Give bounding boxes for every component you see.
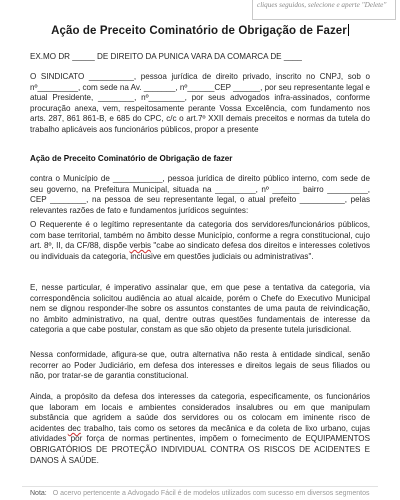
editing-hint-box bbox=[252, 0, 396, 20]
text-cursor bbox=[348, 24, 349, 36]
paragraph-plaintiff[interactable]: O SINDICATO __________, pessoa jurídica de direito privado, inscrito no CNPJ, sob o nº_________, com sede na Av. _______, nº______CEP ______, por seu representante legal e atual Presidente, ________, nº________, por seus advogados infra-assinados, conforme procuração anexa, vem, respeitosamente perante Vossa Excelência, com fundamento nos arts. 287, 861 861-B, e 685 do CPC, c/c o art.7º XXII demais preceitos e normas da tutela do trabalho aplicáveis aos funcionários públicos, propor a presente bbox=[30, 72, 370, 134]
paragraph-legitimacy[interactable]: O Requerente é o legítimo representante da categoria dos servidores/funcionários públicos, com base territorial, também no âmbito desse Município, conforme a regra constitucional, cujo art. 8º, II, da CF/88, dispõe verbis "cabe ao sindicato defesa dos direitos e interesses coletivos ou individuais da categoria, inclusive em questões judiciais ou administrativas". bbox=[30, 220, 371, 261]
paragraph-context[interactable]: E, nesse particular, é imperativo assinalar que, em que pese a tentativa da categoria, via correspondência solicitou audiência ao atual alcaide, porém o Chefe do Executivo Municipal nem se dignou responder-lhe sobre os assuntos constantes de uma pauta de reivindicação, no âmbito administrativo, na qual, dentre outras questões fundamentais de interesse da categoria a que cabe postular, constam as que são objeto da presente tutela jurisdicional. bbox=[30, 283, 370, 335]
paragraph-judiciary[interactable]: Nessa conformidade, afigura-se que, outra alternativa não resta à entidade sindical, senão recorrer ao Poder Judiciário, em defesa dos interesses e direitos legais de seus filiados ou não, por tratar-se de garantia constitucional. bbox=[30, 350, 370, 381]
note-label: Nota: bbox=[30, 490, 47, 497]
spellcheck-word-dec: dec bbox=[67, 423, 81, 433]
document-subtitle[interactable]: Ação de Preceito Cominatório de Obrigação de fazer bbox=[30, 154, 233, 163]
footer-note bbox=[30, 489, 390, 500]
addressee-line[interactable]: EX.MO DR _____ DE DIREITO DA PUNICA VARA DA COMARCA DE ____ bbox=[30, 52, 302, 61]
footer-divider bbox=[22, 486, 378, 487]
spellcheck-word-verbis: verbis bbox=[129, 241, 152, 251]
editing-hint-text: cliques seguidos, selecione e aperte "Delete" bbox=[257, 1, 387, 9]
document-title-text: Ação de Preceito Cominatório de Obrigação de Fazer bbox=[51, 25, 347, 37]
document-title[interactable] bbox=[0, 24, 400, 37]
paragraph-defendant[interactable]: contra o Município de ___________, pessoa jurídica de direito público interno, com sede de seu governo, na Prefeitura Municipal, situada na _________, nº ______ bairro _________, CEP ________, na pessoa de seu representante legal, o atual prefeito __________, pelas relevantes razões de fato e fundamentos jurídicos seguintes: bbox=[30, 174, 370, 215]
note-text: O acervo pertencente a Advogado Fácil é de modelos utilizados com sucesso em diversos segmentos bbox=[52, 490, 370, 497]
paragraph-safety[interactable]: Ainda, a propósito da defesa dos interesses da categoria, especificamente, os funcionários que laboram em locais e ambientes considerados insalubres ou em que manipulam substância que agridem a saúde dos servidores ou os colocam em iminente risco de acidentes dec trabalho, tais como os setores da mecânica e da coleta de lixo urbano, cujas atividades por força de normas pertinentes, impõem o fornecimento de EQUIPAMENTOS OBRIGATÓRIOS DE PROTEÇÃO INDIVIDUAL CONTRA OS RISCOS DE ACIDENTES E DANOS À SAÚDE. bbox=[30, 392, 370, 465]
